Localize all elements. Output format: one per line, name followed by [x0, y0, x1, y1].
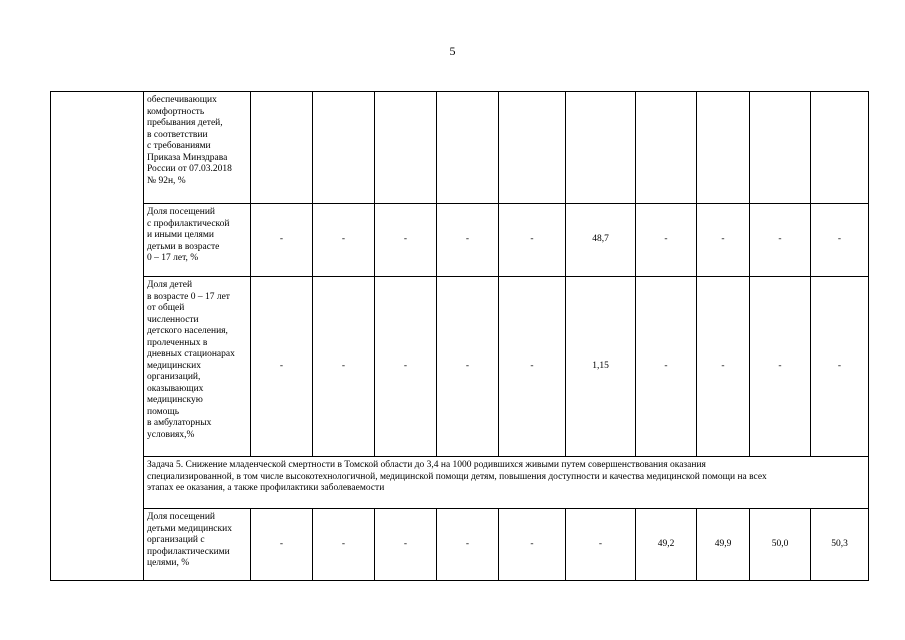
value-cell: -: [437, 277, 499, 457]
value-cell: [313, 92, 375, 204]
page-number: 5: [449, 44, 456, 58]
table-row: [51, 457, 869, 509]
value-cell: [697, 92, 750, 204]
number-cell: [51, 92, 144, 581]
table-row: [51, 509, 869, 581]
value-cell: [750, 92, 811, 204]
indicator-cell: Доля детей в возрасте 0 – 17 лет от общей численности детского населения, пролеченных в дневных стационарах медицинских организаций, оказывающих медицинскую помощь в амбулаторных условиях,%: [144, 277, 251, 457]
value-cell: -: [313, 204, 375, 277]
value-cell: [811, 92, 869, 204]
table-row: [51, 277, 869, 457]
indicator-cell: обеспечивающих комфортность пребывания детей, в соответствии с требованиями Приказа Минздрава России от 07.03.2018 № 92н, %: [144, 92, 251, 204]
value-cell: [499, 92, 566, 204]
value-cell: -: [750, 204, 811, 277]
value-cell: 50,3: [811, 509, 869, 581]
value-cell: 1,15: [566, 277, 636, 457]
value-cell: -: [375, 277, 437, 457]
value-cell: 49,2: [636, 509, 697, 581]
value-cell: -: [566, 509, 636, 581]
value-cell: 50,0: [750, 509, 811, 581]
value-cell: -: [811, 204, 869, 277]
task-heading-cell: Задача 5. Снижение младенческой смертности в Томской области до 3,4 на 1000 родившихся живыми путем совершенствования оказания специализированной, в том числе высокотехнологичной, медицинской помощи детям, повышения доступности и качества медицинской помощи на всех этапах ее оказания, а также профилактики заболеваемости: [144, 457, 869, 509]
value-cell: -: [811, 277, 869, 457]
table-row: [51, 204, 869, 277]
value-cell: -: [437, 204, 499, 277]
indicator-cell: Доля посещений с профилактической и иными целями детьми в возрасте 0 – 17 лет, %: [144, 204, 251, 277]
value-cell: -: [697, 204, 750, 277]
indicator-cell: Доля посещений детьми медицинских организаций с профилактическими целями, %: [144, 509, 251, 581]
value-cell: -: [313, 277, 375, 457]
value-cell: -: [251, 204, 313, 277]
value-cell: -: [636, 204, 697, 277]
value-cell: -: [499, 204, 566, 277]
value-cell: -: [375, 204, 437, 277]
value-cell: 48,7: [566, 204, 636, 277]
value-cell: -: [499, 277, 566, 457]
value-cell: [636, 92, 697, 204]
value-cell: -: [375, 509, 437, 581]
value-cell: 49,9: [697, 509, 750, 581]
value-cell: -: [697, 277, 750, 457]
indicators-table: [50, 91, 869, 581]
value-cell: -: [251, 509, 313, 581]
value-cell: -: [636, 277, 697, 457]
table-row: [51, 92, 869, 204]
value-cell: [566, 92, 636, 204]
value-cell: [251, 92, 313, 204]
value-cell: -: [750, 277, 811, 457]
value-cell: -: [499, 509, 566, 581]
value-cell: -: [251, 277, 313, 457]
value-cell: [375, 92, 437, 204]
value-cell: -: [313, 509, 375, 581]
value-cell: -: [437, 509, 499, 581]
value-cell: [437, 92, 499, 204]
